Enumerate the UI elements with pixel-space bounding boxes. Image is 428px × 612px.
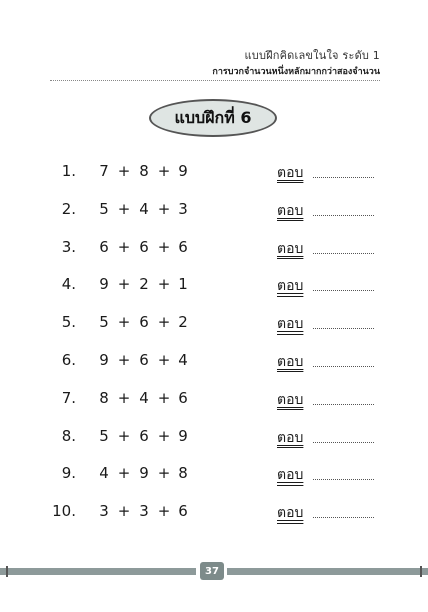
answer-blank[interactable] bbox=[313, 253, 374, 254]
plus-sign: + bbox=[157, 199, 171, 218]
answer-blank[interactable] bbox=[313, 290, 374, 291]
addend-1: 6 bbox=[99, 237, 109, 256]
plus-sign: + bbox=[157, 426, 171, 445]
exercise-number: 1. bbox=[61, 162, 76, 180]
answer-label: ตอบ bbox=[277, 429, 304, 446]
plus-sign: + bbox=[157, 275, 171, 294]
plus-sign: + bbox=[117, 199, 131, 218]
addend-1: 4 bbox=[99, 464, 109, 483]
addend-1: 5 bbox=[99, 313, 109, 332]
answer-blank[interactable] bbox=[313, 404, 374, 405]
exercise-number: 5. bbox=[61, 313, 76, 332]
addend-3: 8 bbox=[178, 464, 188, 483]
exercise-number: 7. bbox=[61, 388, 76, 407]
section-subtitle: การบวกจำนวนหนึ่งหลักมากกว่าสองจำนวน bbox=[212, 67, 380, 77]
answer-label: ตอบ bbox=[277, 391, 304, 408]
exercise-row bbox=[0, 162, 428, 184]
footer-tick-left bbox=[6, 566, 8, 577]
answer-blank[interactable] bbox=[313, 328, 374, 329]
answer-label: ตอบ bbox=[277, 316, 304, 333]
addend-2: 9 bbox=[139, 464, 149, 483]
exercise-number: 6. bbox=[61, 351, 76, 369]
addend-1: 5 bbox=[99, 426, 109, 445]
addend-3: 1 bbox=[178, 275, 188, 294]
exercise-row bbox=[0, 238, 428, 260]
footer-bar-left bbox=[0, 568, 196, 575]
answer-label: ตอบ bbox=[277, 165, 304, 181]
footer-tick-right bbox=[420, 566, 422, 577]
addend-2: 4 bbox=[139, 388, 149, 407]
plus-sign: + bbox=[117, 464, 131, 483]
addend-1: 9 bbox=[99, 351, 109, 369]
addend-3: 6 bbox=[178, 388, 188, 407]
exercise-number: 8. bbox=[61, 426, 76, 445]
answer-label: ตอบ bbox=[277, 505, 304, 522]
exercise-number: 2. bbox=[61, 199, 76, 218]
addend-1: 9 bbox=[99, 275, 109, 294]
exercise-row bbox=[0, 502, 428, 524]
addend-2: 6 bbox=[139, 237, 149, 256]
plus-sign: + bbox=[117, 502, 131, 521]
exercise-number: 9. bbox=[61, 464, 76, 483]
page-number: 37 bbox=[205, 565, 219, 577]
exercise-title: แบบฝึกที่ 6 bbox=[174, 107, 252, 127]
exercise-row bbox=[0, 313, 428, 335]
exercise-row bbox=[0, 351, 428, 373]
addend-3: 9 bbox=[178, 426, 188, 445]
addend-3: 6 bbox=[178, 502, 188, 521]
book-title: แบบฝึกคิดเลขในใจ ระดับ 1 bbox=[244, 49, 380, 62]
answer-label: ตอบ bbox=[277, 240, 304, 257]
answer-label: ตอบ bbox=[277, 354, 304, 370]
answer-blank[interactable] bbox=[313, 442, 374, 443]
exercise-row bbox=[0, 389, 428, 411]
addend-2: 6 bbox=[139, 426, 149, 445]
answer-blank[interactable] bbox=[313, 215, 374, 216]
plus-sign: + bbox=[117, 351, 131, 369]
exercise-row bbox=[0, 200, 428, 222]
addend-3: 6 bbox=[178, 237, 188, 256]
addend-2: 4 bbox=[139, 199, 149, 218]
plus-sign: + bbox=[117, 275, 131, 294]
plus-sign: + bbox=[117, 162, 131, 180]
plus-sign: + bbox=[157, 388, 171, 407]
addend-2: 6 bbox=[139, 351, 149, 369]
answer-blank[interactable] bbox=[313, 177, 374, 178]
exercise-row bbox=[0, 464, 428, 486]
addend-1: 8 bbox=[99, 388, 109, 407]
answer-label: ตอบ bbox=[277, 467, 304, 484]
addend-1: 5 bbox=[99, 199, 109, 218]
plus-sign: + bbox=[157, 313, 171, 332]
exercise-number: 4. bbox=[61, 275, 76, 294]
plus-sign: + bbox=[157, 351, 171, 369]
addend-3: 2 bbox=[178, 313, 188, 332]
page-number-box bbox=[200, 562, 224, 580]
plus-sign: + bbox=[117, 426, 131, 445]
answer-blank[interactable] bbox=[313, 366, 374, 367]
addend-2: 2 bbox=[139, 275, 149, 294]
exercise-row bbox=[0, 427, 428, 449]
plus-sign: + bbox=[157, 162, 171, 180]
addend-1: 7 bbox=[99, 162, 109, 180]
answer-blank[interactable] bbox=[313, 479, 374, 480]
plus-sign: + bbox=[157, 464, 171, 483]
exercise-title-badge bbox=[149, 99, 277, 137]
plus-sign: + bbox=[117, 237, 131, 256]
addend-1: 3 bbox=[99, 502, 109, 521]
answer-blank[interactable] bbox=[313, 517, 374, 518]
addend-2: 3 bbox=[139, 502, 149, 521]
plus-sign: + bbox=[117, 388, 131, 407]
plus-sign: + bbox=[157, 502, 171, 521]
addend-3: 3 bbox=[178, 199, 188, 218]
addend-3: 4 bbox=[178, 351, 188, 369]
addend-3: 9 bbox=[178, 162, 188, 180]
exercise-number: 10. bbox=[52, 502, 76, 521]
answer-label: ตอบ bbox=[277, 278, 304, 295]
exercise-number: 3. bbox=[61, 237, 76, 256]
dotted-divider bbox=[50, 80, 380, 81]
footer-bar-right bbox=[227, 568, 428, 575]
exercise-row bbox=[0, 275, 428, 297]
plus-sign: + bbox=[157, 237, 171, 256]
addend-2: 8 bbox=[139, 162, 149, 180]
answer-label: ตอบ bbox=[277, 202, 304, 219]
plus-sign: + bbox=[117, 313, 131, 332]
addend-2: 6 bbox=[139, 313, 149, 332]
